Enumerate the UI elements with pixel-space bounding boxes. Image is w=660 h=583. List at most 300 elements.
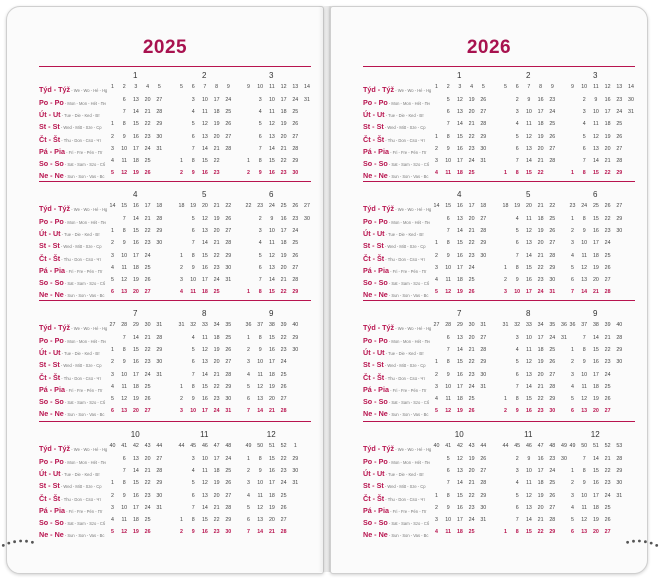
week-number: 7 — [527, 84, 531, 91]
day-cell: 17 — [268, 480, 275, 487]
year-title: 2026 — [466, 37, 512, 58]
day-cell: 22 — [144, 346, 151, 353]
day-cell: 30 — [480, 145, 487, 152]
day-cell: 14 — [525, 517, 532, 524]
day-cell: 27 — [144, 408, 151, 415]
day-cell: 28 — [616, 158, 623, 165]
row-label-languages: - Fri - Fre - Pén - Пт — [64, 387, 103, 393]
day-cell: 9 — [122, 492, 126, 499]
day-cell: 26 — [225, 480, 232, 487]
day-cell: 3 — [571, 240, 574, 247]
weekday-row — [39, 119, 311, 130]
row-label-short: Pá - Pia — [39, 384, 65, 394]
day-cell: 31 — [304, 96, 310, 103]
day-cell: 8 — [191, 383, 195, 390]
weekday-row — [39, 263, 311, 274]
week-number: 21 — [213, 203, 220, 210]
day-cell: 20 — [280, 133, 287, 140]
month-number: 5 — [202, 190, 207, 199]
day-cell: 14 — [257, 408, 264, 415]
row-label — [39, 406, 104, 420]
day-cell: 13 — [592, 145, 599, 152]
row-label-short: So - So — [39, 397, 64, 407]
day-cell: 4 — [247, 492, 250, 499]
day-cell: 30 — [480, 371, 487, 378]
day-cell: 28 — [480, 121, 487, 128]
week-number: 36 — [569, 322, 576, 329]
row-label-short: Út - Ut — [363, 347, 385, 357]
day-cell: 13 — [201, 133, 208, 140]
row-label-languages: - Thu - Don - Csü - Чт — [60, 496, 102, 502]
day-cell: 30 — [156, 133, 163, 140]
day-cell: 30 — [561, 455, 567, 462]
day-cell: 23 — [468, 145, 475, 152]
row-label-short: St - St — [363, 481, 384, 491]
day-cell: 2 — [435, 504, 438, 511]
day-cell: 20 — [537, 240, 544, 247]
day-cell: 21 — [537, 517, 544, 524]
day-cell: 13 — [201, 492, 208, 499]
day-cell: 28 — [280, 529, 287, 536]
day-cell: 18 — [537, 215, 544, 222]
day-cell: 6 — [191, 133, 195, 140]
row-label-short: Pá - Pia — [39, 146, 65, 156]
week-number: 51 — [268, 443, 275, 450]
week-number-row — [39, 82, 311, 93]
day-cell: 19 — [537, 492, 544, 499]
row-label-languages: - We - Wo - Hé - Hg — [70, 88, 108, 94]
week-number: 7 — [203, 84, 207, 91]
weekday-row — [363, 263, 635, 274]
week-number: 44 — [156, 443, 163, 450]
day-cell: 5 — [247, 504, 250, 511]
day-cell: 22 — [604, 215, 611, 222]
day-cell: 13 — [525, 240, 532, 247]
day-cell: 28 — [616, 334, 623, 341]
weekday-row — [363, 168, 635, 179]
row-label-short: Ne - Ne — [39, 530, 64, 540]
day-cell: 21 — [144, 108, 151, 115]
week-number: 1 — [293, 443, 297, 450]
day-cell: 18 — [604, 121, 611, 128]
row-label-short: Ne - Ne — [39, 171, 64, 181]
day-cell: 25 — [213, 289, 220, 296]
day-cell: 23 — [604, 227, 611, 234]
day-cell: 23 — [280, 467, 287, 474]
day-cell: 29 — [480, 133, 487, 140]
day-cell: 11 — [526, 480, 532, 487]
week-number: 44 — [480, 443, 487, 450]
day-cell: 27 — [292, 133, 299, 140]
day-cell: 8 — [258, 455, 262, 462]
row-label-short: Po - Po — [39, 216, 64, 226]
day-cell: 15 — [201, 158, 208, 165]
row-label-languages: - Tue - Die - Ked - Вт — [384, 231, 424, 237]
day-cell: 16 — [280, 215, 287, 222]
week-number: 48 — [225, 443, 232, 450]
day-cell: 17 — [456, 264, 463, 271]
day-cell: 14 — [132, 467, 139, 474]
day-cell: 20 — [468, 334, 475, 341]
weekday-row — [39, 168, 311, 179]
quarter-block — [363, 71, 635, 186]
day-cell: 23 — [549, 455, 556, 462]
day-cell: 1 — [247, 455, 250, 462]
week-number: 18 — [502, 203, 509, 210]
day-cell: 22 — [468, 359, 475, 366]
day-cell: 16 — [592, 359, 599, 366]
week-number: 23 — [569, 203, 576, 210]
day-cell: 26 — [549, 227, 556, 234]
day-cell: 12 — [445, 289, 452, 296]
day-cell: 1 — [504, 529, 507, 536]
week-number: 18 — [156, 203, 163, 210]
day-cell: 12 — [121, 396, 128, 403]
day-cell: 23 — [604, 359, 611, 366]
day-cell: 1 — [435, 492, 438, 499]
day-cell: 16 — [201, 170, 208, 177]
day-cell: 14 — [525, 158, 532, 165]
weekday-row — [363, 478, 635, 489]
weekday-row — [363, 119, 635, 130]
row-label-languages: - Sat - Sam - Szo - Сб — [387, 281, 430, 287]
month-number: 2 — [202, 71, 207, 80]
month-number: 9 — [269, 309, 274, 318]
day-cell: 14 — [456, 227, 463, 234]
day-cell: 19 — [213, 346, 220, 353]
row-label-languages: - Tue - Die - Ked - Вт — [384, 471, 424, 477]
day-cell: 22 — [537, 170, 544, 177]
day-cell: 26 — [604, 264, 611, 271]
day-cell: 12 — [201, 215, 208, 222]
day-cell: 20 — [268, 517, 275, 524]
day-cell: 6 — [515, 145, 519, 152]
day-cell: 9 — [191, 396, 195, 403]
day-cell: 20 — [592, 408, 599, 415]
row-label-languages: - Wed - Mitt - Sze - Ср — [59, 244, 102, 250]
day-cell: 15 — [525, 529, 532, 536]
day-cell: 17 — [592, 371, 599, 378]
row-label-short: So - So — [39, 278, 64, 288]
day-cell: 10 — [268, 96, 275, 103]
row-label-short: Pá - Pia — [39, 265, 65, 275]
row-label-languages: - Mon - Mon - Hét - Пн — [387, 459, 430, 465]
week-number: 28 — [445, 322, 452, 329]
day-cell: 12 — [525, 359, 532, 366]
day-cell: 22 — [144, 121, 151, 128]
day-cell: 19 — [468, 96, 475, 103]
day-cell: 19 — [537, 359, 544, 366]
day-cell: 21 — [604, 334, 611, 341]
day-cell: 12 — [268, 252, 275, 259]
row-label-languages: - Mon - Mon - Hét - Пн — [387, 338, 430, 344]
day-cell: 28 — [292, 145, 299, 152]
day-cell: 7 — [122, 467, 126, 474]
day-cell: 23 — [280, 170, 287, 177]
day-cell: 15 — [268, 455, 275, 462]
day-cell: 23 — [213, 264, 220, 271]
row-label-languages: - Thu - Don - Csü - Чт — [60, 375, 102, 381]
day-cell: 14 — [581, 289, 588, 296]
month-number: 2 — [526, 71, 531, 80]
day-cell: 16 — [592, 480, 599, 487]
day-cell: 27 — [156, 96, 163, 103]
day-cell: 17 — [592, 492, 599, 499]
day-cell: 7 — [446, 121, 450, 128]
day-cell: 25 — [292, 240, 299, 247]
week-number: 39 — [604, 322, 611, 329]
day-cell: 4 — [191, 108, 195, 115]
day-cell: 9 — [582, 480, 586, 487]
day-cell: 17 — [132, 371, 139, 378]
day-cell: 9 — [122, 359, 126, 366]
row-label-languages: - Fri - Fre - Pén - Пт — [388, 387, 427, 393]
day-cell: 10 — [581, 240, 588, 247]
week-number: 22 — [549, 203, 556, 210]
day-cell: 3 — [180, 408, 183, 415]
day-cell: 20 — [537, 371, 544, 378]
day-cell: 17 — [456, 383, 463, 390]
row-label-short: Pá - Pia — [363, 265, 389, 275]
day-cell: 12 — [121, 277, 128, 284]
day-cell: 25 — [468, 277, 475, 284]
day-cell: 25 — [604, 383, 611, 390]
day-cell: 8 — [122, 346, 126, 353]
day-cell: 20 — [592, 529, 599, 536]
week-number: 41 — [121, 443, 128, 450]
week-number: 14 — [109, 203, 116, 210]
day-cell: 14 — [456, 480, 463, 487]
day-cell: 7 — [446, 480, 450, 487]
month-number-row — [39, 71, 311, 82]
day-cell: 30 — [225, 264, 232, 271]
day-cell: 18 — [456, 396, 463, 403]
day-cell: 10 — [592, 108, 599, 115]
day-cell: 10 — [525, 108, 532, 115]
day-cell: 27 — [549, 240, 556, 247]
weekday-row — [363, 454, 635, 465]
week-number: 17 — [144, 203, 151, 210]
day-cell: 6 — [191, 227, 195, 234]
day-cell: 7 — [122, 108, 126, 115]
day-cell: 25 — [549, 480, 556, 487]
day-cell: 10 — [121, 371, 128, 378]
week-number: 50 — [257, 443, 264, 450]
day-cell: 5 — [515, 359, 519, 366]
week-number: 42 — [132, 443, 139, 450]
row-label-languages: - Thu - Don - Csü - Чт — [60, 137, 102, 143]
week-number: 14 — [433, 203, 440, 210]
week-number: 13 — [616, 84, 623, 91]
day-cell: 20 — [592, 277, 599, 284]
day-cell: 11 — [526, 121, 532, 128]
day-cell: 10 — [525, 334, 532, 341]
row-label-short: Po - Po — [39, 97, 64, 107]
day-cell: 28 — [225, 145, 232, 152]
day-cell: 19 — [213, 215, 220, 222]
day-cell: 10 — [121, 252, 128, 259]
day-cell: 25 — [144, 383, 151, 390]
day-cell: 16 — [537, 455, 544, 462]
week-number: 50 — [581, 443, 588, 450]
day-cell: 17 — [280, 227, 287, 234]
day-cell: 18 — [537, 480, 544, 487]
week-number: 3 — [458, 84, 462, 91]
day-cell: 15 — [525, 264, 532, 271]
day-cell: 24 — [213, 277, 220, 284]
day-cell: 29 — [616, 215, 623, 222]
day-cell: 6 — [122, 455, 126, 462]
weekday-row — [363, 370, 635, 381]
row-label-short: Ne - Ne — [39, 290, 64, 300]
weekday-row — [39, 214, 311, 225]
month-number: 3 — [593, 71, 598, 80]
row-label-short: Út - Ut — [363, 109, 385, 119]
row-label-short: Čt - Št — [39, 253, 61, 263]
day-cell: 23 — [292, 215, 299, 222]
day-cell: 9 — [270, 215, 274, 222]
day-cell: 26 — [468, 408, 475, 415]
weekday-row — [363, 406, 635, 417]
day-cell: 2 — [111, 359, 114, 366]
day-cell: 4 — [435, 396, 438, 403]
day-cell: 20 — [132, 408, 139, 415]
weekday-row — [363, 503, 635, 514]
day-cell: 31 — [616, 492, 623, 499]
row-label-languages: - Thu - Don - Csü - Чт — [384, 137, 426, 143]
day-cell: 16 — [456, 252, 463, 259]
weekday-row — [39, 95, 311, 106]
day-cell: 26 — [280, 504, 287, 511]
day-cell: 5 — [582, 133, 586, 140]
day-cell: 13 — [268, 264, 275, 271]
day-cell: 10 — [581, 371, 588, 378]
day-cell: 26 — [549, 492, 556, 499]
day-cell: 24 — [549, 334, 556, 341]
day-cell: 18 — [456, 170, 463, 177]
day-cell: 8 — [446, 492, 450, 499]
day-cell: 7 — [122, 334, 126, 341]
day-cell: 13 — [456, 467, 463, 474]
day-cell: 16 — [456, 145, 463, 152]
day-cell: 6 — [111, 289, 114, 296]
month-number: 12 — [266, 430, 276, 439]
week-number: 25 — [280, 203, 287, 210]
day-cell: 7 — [515, 158, 519, 165]
day-cell: 6 — [446, 215, 450, 222]
day-cell: 16 — [268, 170, 275, 177]
day-cell: 1 — [435, 133, 438, 140]
day-cell: 4 — [111, 517, 114, 524]
day-cell: 27 — [292, 264, 299, 271]
day-cell: 13 — [456, 334, 463, 341]
row-label-short: Čt - Št — [363, 134, 385, 144]
week-number: 47 — [537, 443, 544, 450]
day-cell: 20 — [537, 145, 544, 152]
day-cell: 4 — [435, 277, 438, 284]
row-label-languages: - Thu - Don - Csü - Чт — [60, 256, 102, 262]
day-cell: 22 — [213, 383, 220, 390]
row-label — [363, 527, 428, 541]
day-cell: 20 — [537, 504, 544, 511]
day-cell: 4 — [180, 289, 183, 296]
week-number: 1 — [111, 84, 114, 91]
day-cell: 7 — [191, 371, 195, 378]
row-label-short: Týd - Týž — [39, 323, 71, 333]
week-number: 39 — [280, 322, 287, 329]
day-cell: 13 — [121, 408, 128, 415]
row-label-short: Čt - Št — [39, 134, 61, 144]
month-number-row — [39, 190, 311, 201]
week-number: 8 — [539, 84, 543, 91]
day-cell: 14 — [592, 455, 599, 462]
week-number-row — [39, 441, 311, 452]
day-cell: 3 — [191, 96, 195, 103]
row-label-languages: - Tue - Die - Ked - Вт — [384, 112, 424, 118]
day-cell: 26 — [225, 215, 232, 222]
day-cell: 28 — [225, 504, 232, 511]
weekday-row — [39, 370, 311, 381]
day-cell: 4 — [247, 371, 250, 378]
day-cell: 11 — [581, 252, 587, 259]
day-cell: 12 — [581, 517, 588, 524]
day-cell: 25 — [604, 252, 611, 259]
month-number-row — [39, 309, 311, 320]
day-cell: 17 — [592, 240, 599, 247]
day-cell: 27 — [280, 517, 287, 524]
day-cell: 29 — [549, 264, 556, 271]
day-cell: 9 — [191, 264, 195, 271]
day-cell: 20 — [268, 396, 275, 403]
day-cell: 27 — [225, 492, 232, 499]
day-cell: 26 — [480, 455, 487, 462]
day-cell: 4 — [515, 480, 519, 487]
month-number-row — [363, 309, 635, 320]
day-cell: 16 — [537, 96, 544, 103]
day-cell: 27 — [280, 396, 287, 403]
row-label-languages: - Sat - Sam - Szo - Сб — [387, 400, 430, 406]
week-number: 43 — [468, 443, 475, 450]
day-cell: 21 — [268, 408, 275, 415]
day-cell: 28 — [480, 227, 487, 234]
day-cell: 25 — [225, 467, 232, 474]
day-cell: 3 — [571, 371, 574, 378]
day-cell: 9 — [594, 96, 598, 103]
day-cell: 2 — [504, 277, 507, 284]
day-cell: 30 — [616, 480, 623, 487]
row-label-short: So - So — [39, 159, 64, 169]
day-cell: 24 — [280, 480, 287, 487]
day-cell: 8 — [122, 227, 126, 234]
day-cell: 23 — [604, 480, 611, 487]
day-cell: 10 — [257, 359, 264, 366]
week-number: 49 — [245, 443, 252, 450]
day-cell: 1 — [180, 517, 183, 524]
day-cell: 24 — [604, 240, 611, 247]
day-cell: 14 — [257, 529, 264, 536]
day-cell: 4 — [582, 121, 586, 128]
day-cell: 25 — [225, 108, 232, 115]
week-number-row — [363, 320, 635, 331]
week-number: 52 — [604, 443, 611, 450]
row-label-languages: - Mon - Mon - Hét - Пн — [387, 100, 430, 106]
row-label-short: St - St — [39, 360, 60, 370]
week-number: 20 — [525, 203, 532, 210]
row-label-languages: - Mon - Mon - Hét - Пн — [387, 219, 430, 225]
day-cell: 1 — [504, 264, 507, 271]
day-cell: 11 — [445, 396, 451, 403]
week-number: 40 — [109, 443, 116, 450]
